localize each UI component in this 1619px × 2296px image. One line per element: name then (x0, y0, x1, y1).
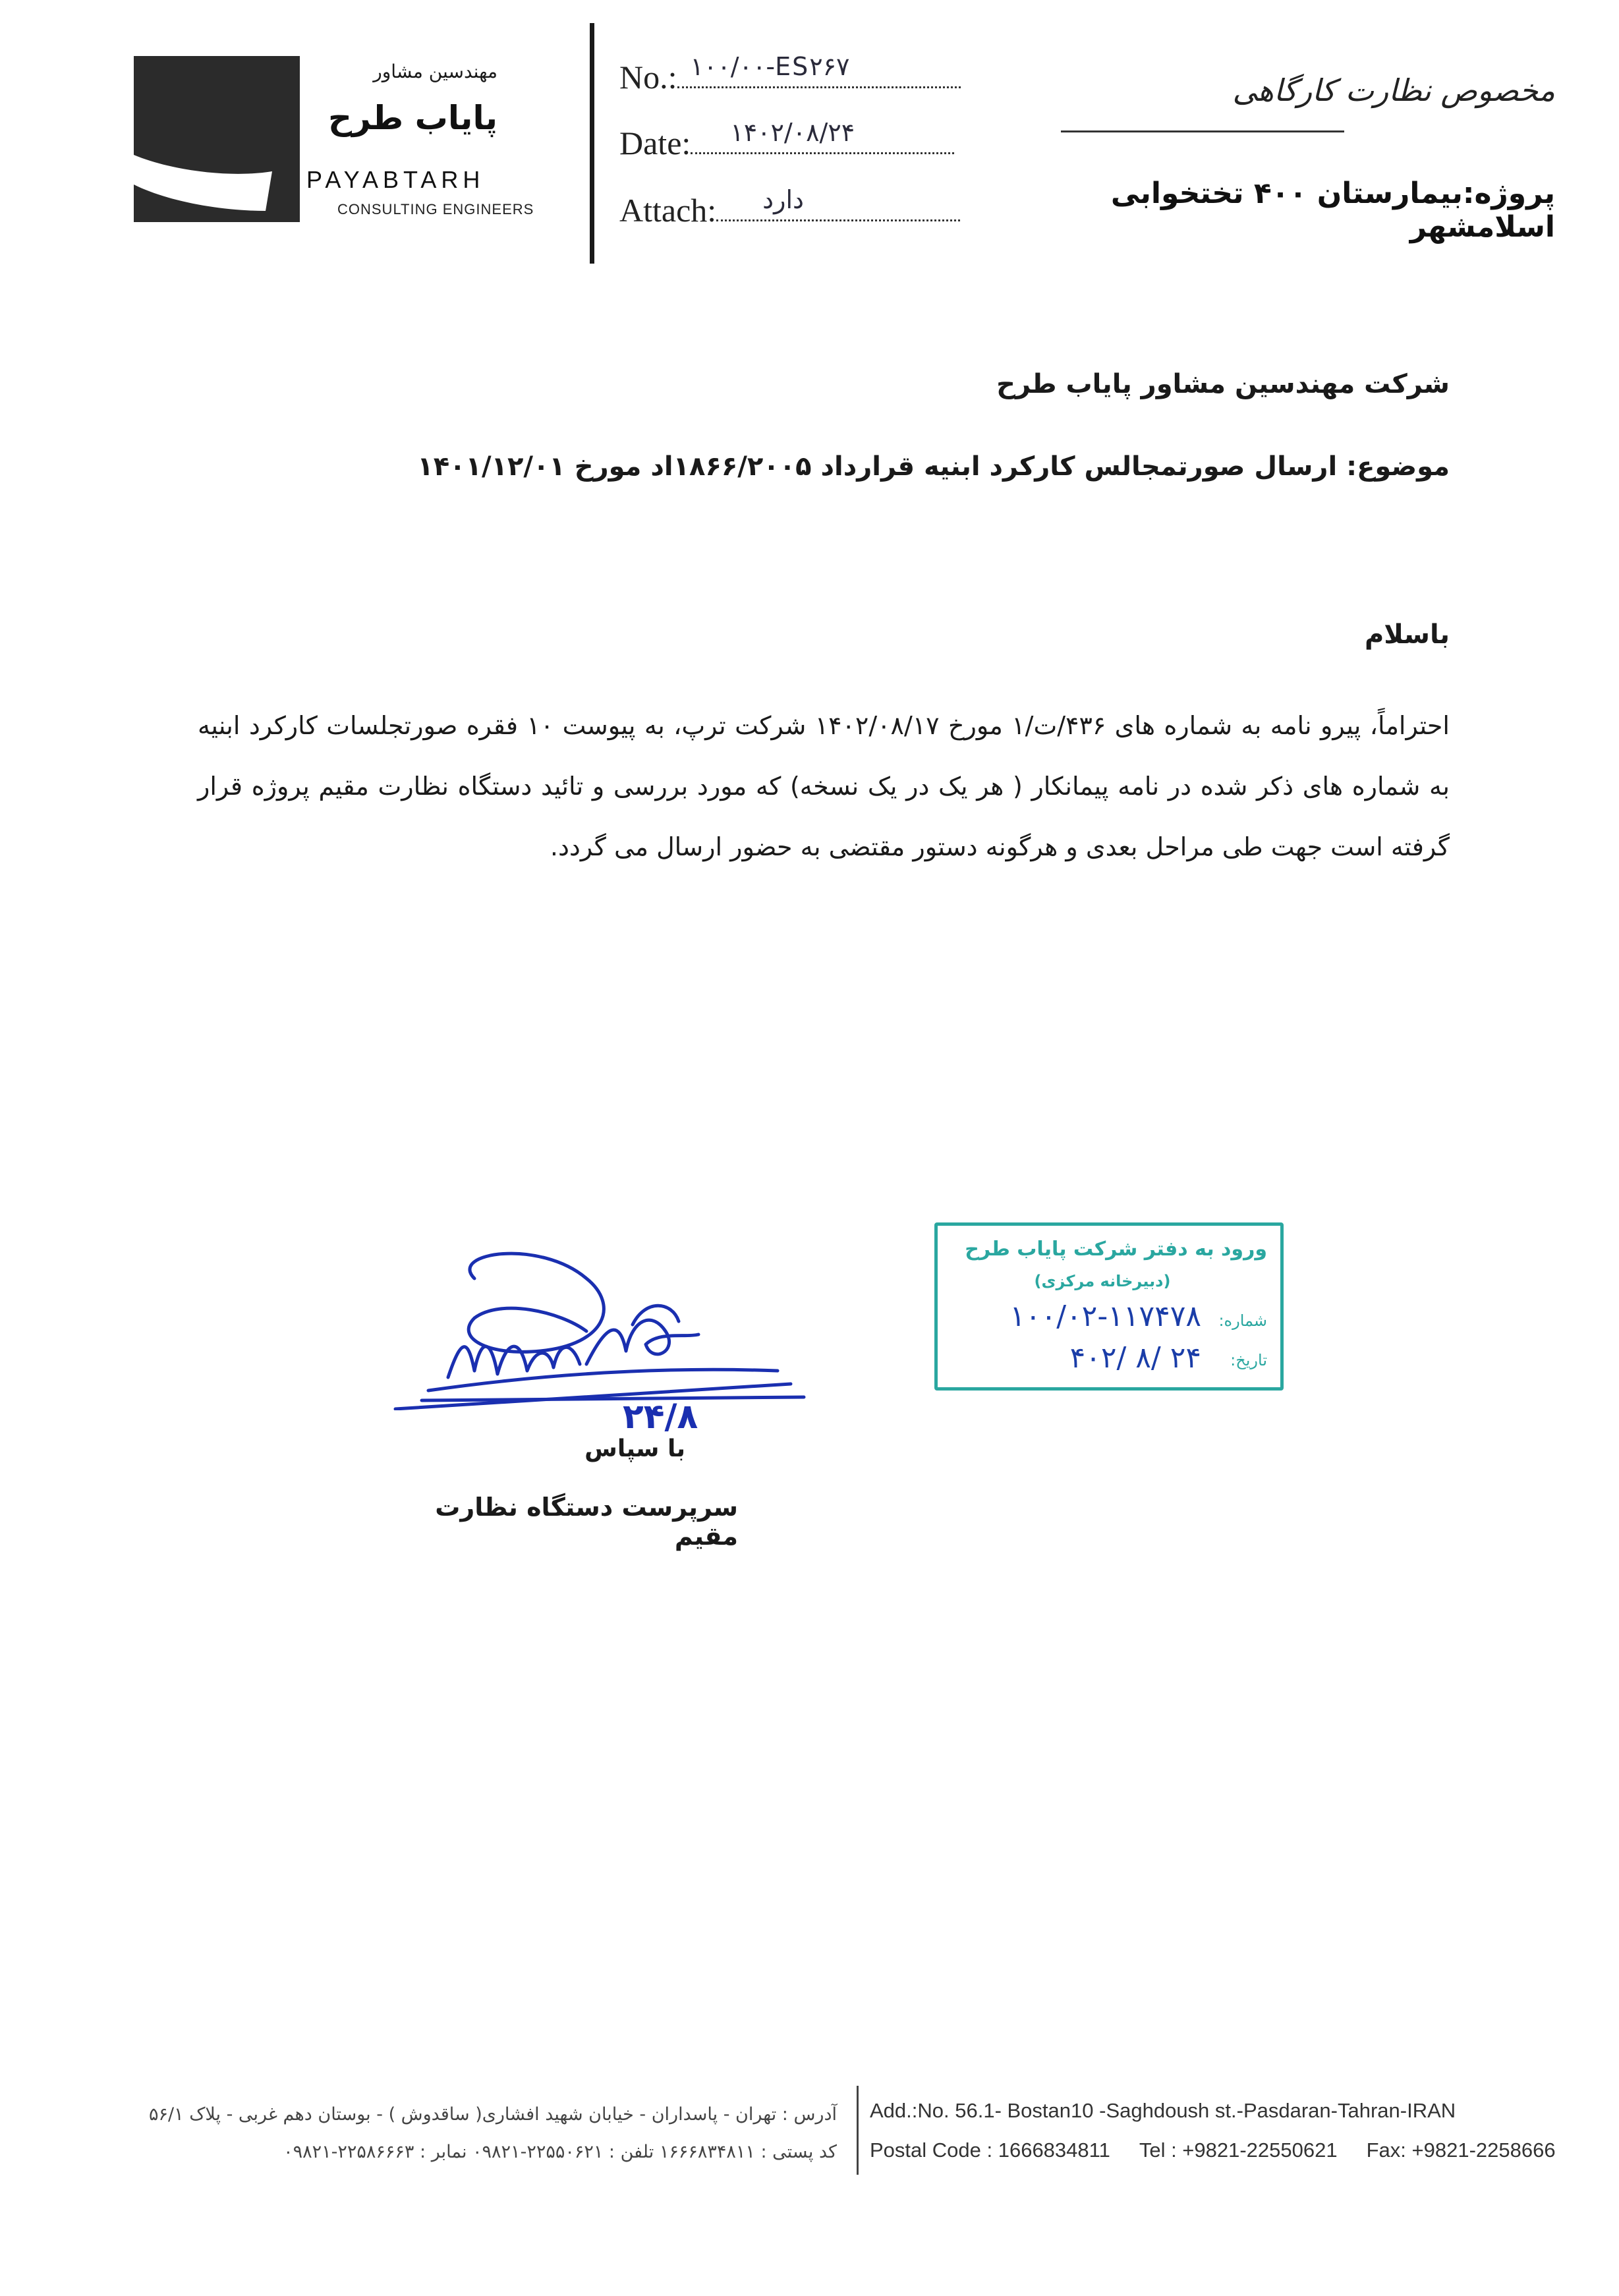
footer-persian-address: آدرس : تهران - پاسداران - خیابان شهید افشاری( ساقدوش ) - بوستان دهم غربی - پلاک ۵۶/۱ (149, 2104, 837, 2125)
letter-subject: موضوع: ارسال صورتمجالس کارکرد ابنیه قرارداد ۱۸۶۶/۲۰۰۵اد مورخ ۱۴۰۱/۱۲/۰۱ (417, 451, 1450, 482)
meta-attach-row (619, 185, 960, 229)
supervision-underline (1061, 130, 1344, 132)
meta-attach-label: Attach: (619, 192, 717, 229)
meta-date-value: ۱۴۰۲/۰۸/۲۴ (730, 118, 855, 147)
footer-english-contacts (870, 2138, 1556, 2162)
company-logo-mark (134, 56, 300, 222)
logo-english-subtitle: CONSULTING ENGINEERS (337, 201, 534, 217)
footer-english-address: Add.:No. 56.1- Bostan10 -Saghdoush st.-Pasdaran-Tahran-IRAN (870, 2099, 1456, 2122)
project-title: پروژه:بیمارستان ۴۰۰ تختخوابی اسلامشهر (1110, 177, 1555, 244)
footer-fax: Fax: +9821-2258666 (1366, 2138, 1556, 2162)
registry-stamp (934, 1222, 1284, 1391)
stamp-subtitle: (دبیرخانه مرکزی) (1034, 1272, 1171, 1290)
meta-number-row (619, 52, 961, 96)
meta-date-label: Date: (619, 125, 691, 161)
letter-body: احتراماً، پیرو نامه به شماره های ۴۳۶/ت/۱ مورخ ۱۴۰۲/۰۸/۱۷ شرکت ترپ، به پیوست ۱۰ فقره صورتجلسات کارکرد ابنیه به شماره های ذکر شده در نامه پیمانکار ( هر یک در یک نسخه) که مورد بررسی و تائید دستگاه نظارت مقیم پروژه قرار گرفته است جهت طی مراحل بعدی و هرگونه دستور مقتضی به حضور ارسال می گردد. (198, 711, 1450, 861)
logo-swoosh-icon (134, 56, 300, 222)
letter-recipient: شرکت مهندسین مشاور پایاب طرح (996, 369, 1450, 399)
meta-number-label: No.: (619, 59, 677, 96)
meta-attach-value: دارد (762, 185, 804, 214)
stamp-number-value: ۱۰۰/۰۲-۱۱۷۴۷۸ (1009, 1300, 1201, 1333)
handwritten-signature (369, 1239, 817, 1410)
footer-persian-contacts: کد پستی : ۱۶۶۶۸۳۴۸۱۱ تلفن : ۲۲۵۵۰۶۲۱-۰۹۸۲۱ نمابر : ۲۲۵۸۶۶۶۳-۰۹۸۲۱ (283, 2142, 837, 2162)
signature-handwritten-number: ۲۴/۸ (623, 1397, 698, 1437)
footer-postal-code: Postal Code : 1666834811 (870, 2138, 1110, 2162)
stamp-number-label: شماره: (1218, 1311, 1267, 1330)
letter-greeting: باسلام (1364, 619, 1450, 650)
meta-number-value: ۱۰۰/۰۰-ES۲۶۷ (690, 52, 850, 81)
signer-title: سرپرست دستگاه نظارت مقیم (435, 1493, 738, 1551)
closing-thanks: با سپاس (584, 1435, 685, 1462)
supervision-handwritten-note: مخصوص نظارت کارگاهی (1232, 72, 1555, 108)
footer-telephone: Tel : +9821-22550621 (1139, 2138, 1338, 2162)
header-divider (590, 23, 594, 264)
stamp-date-value: ۴۰۲/ ۸/ ۲۴ (1069, 1341, 1201, 1375)
stamp-title: ورود به دفتر شرکت پایاب طرح (965, 1238, 1267, 1261)
footer-divider (857, 2086, 859, 2175)
logo-english-name: PAYABTARH (306, 166, 485, 193)
logo-persian-name: پایاب طرح (328, 99, 497, 137)
logo-persian-subtitle: مهندسین مشاور (373, 61, 497, 82)
meta-date-row (619, 118, 954, 162)
stamp-date-label: تاریخ: (1230, 1351, 1267, 1369)
